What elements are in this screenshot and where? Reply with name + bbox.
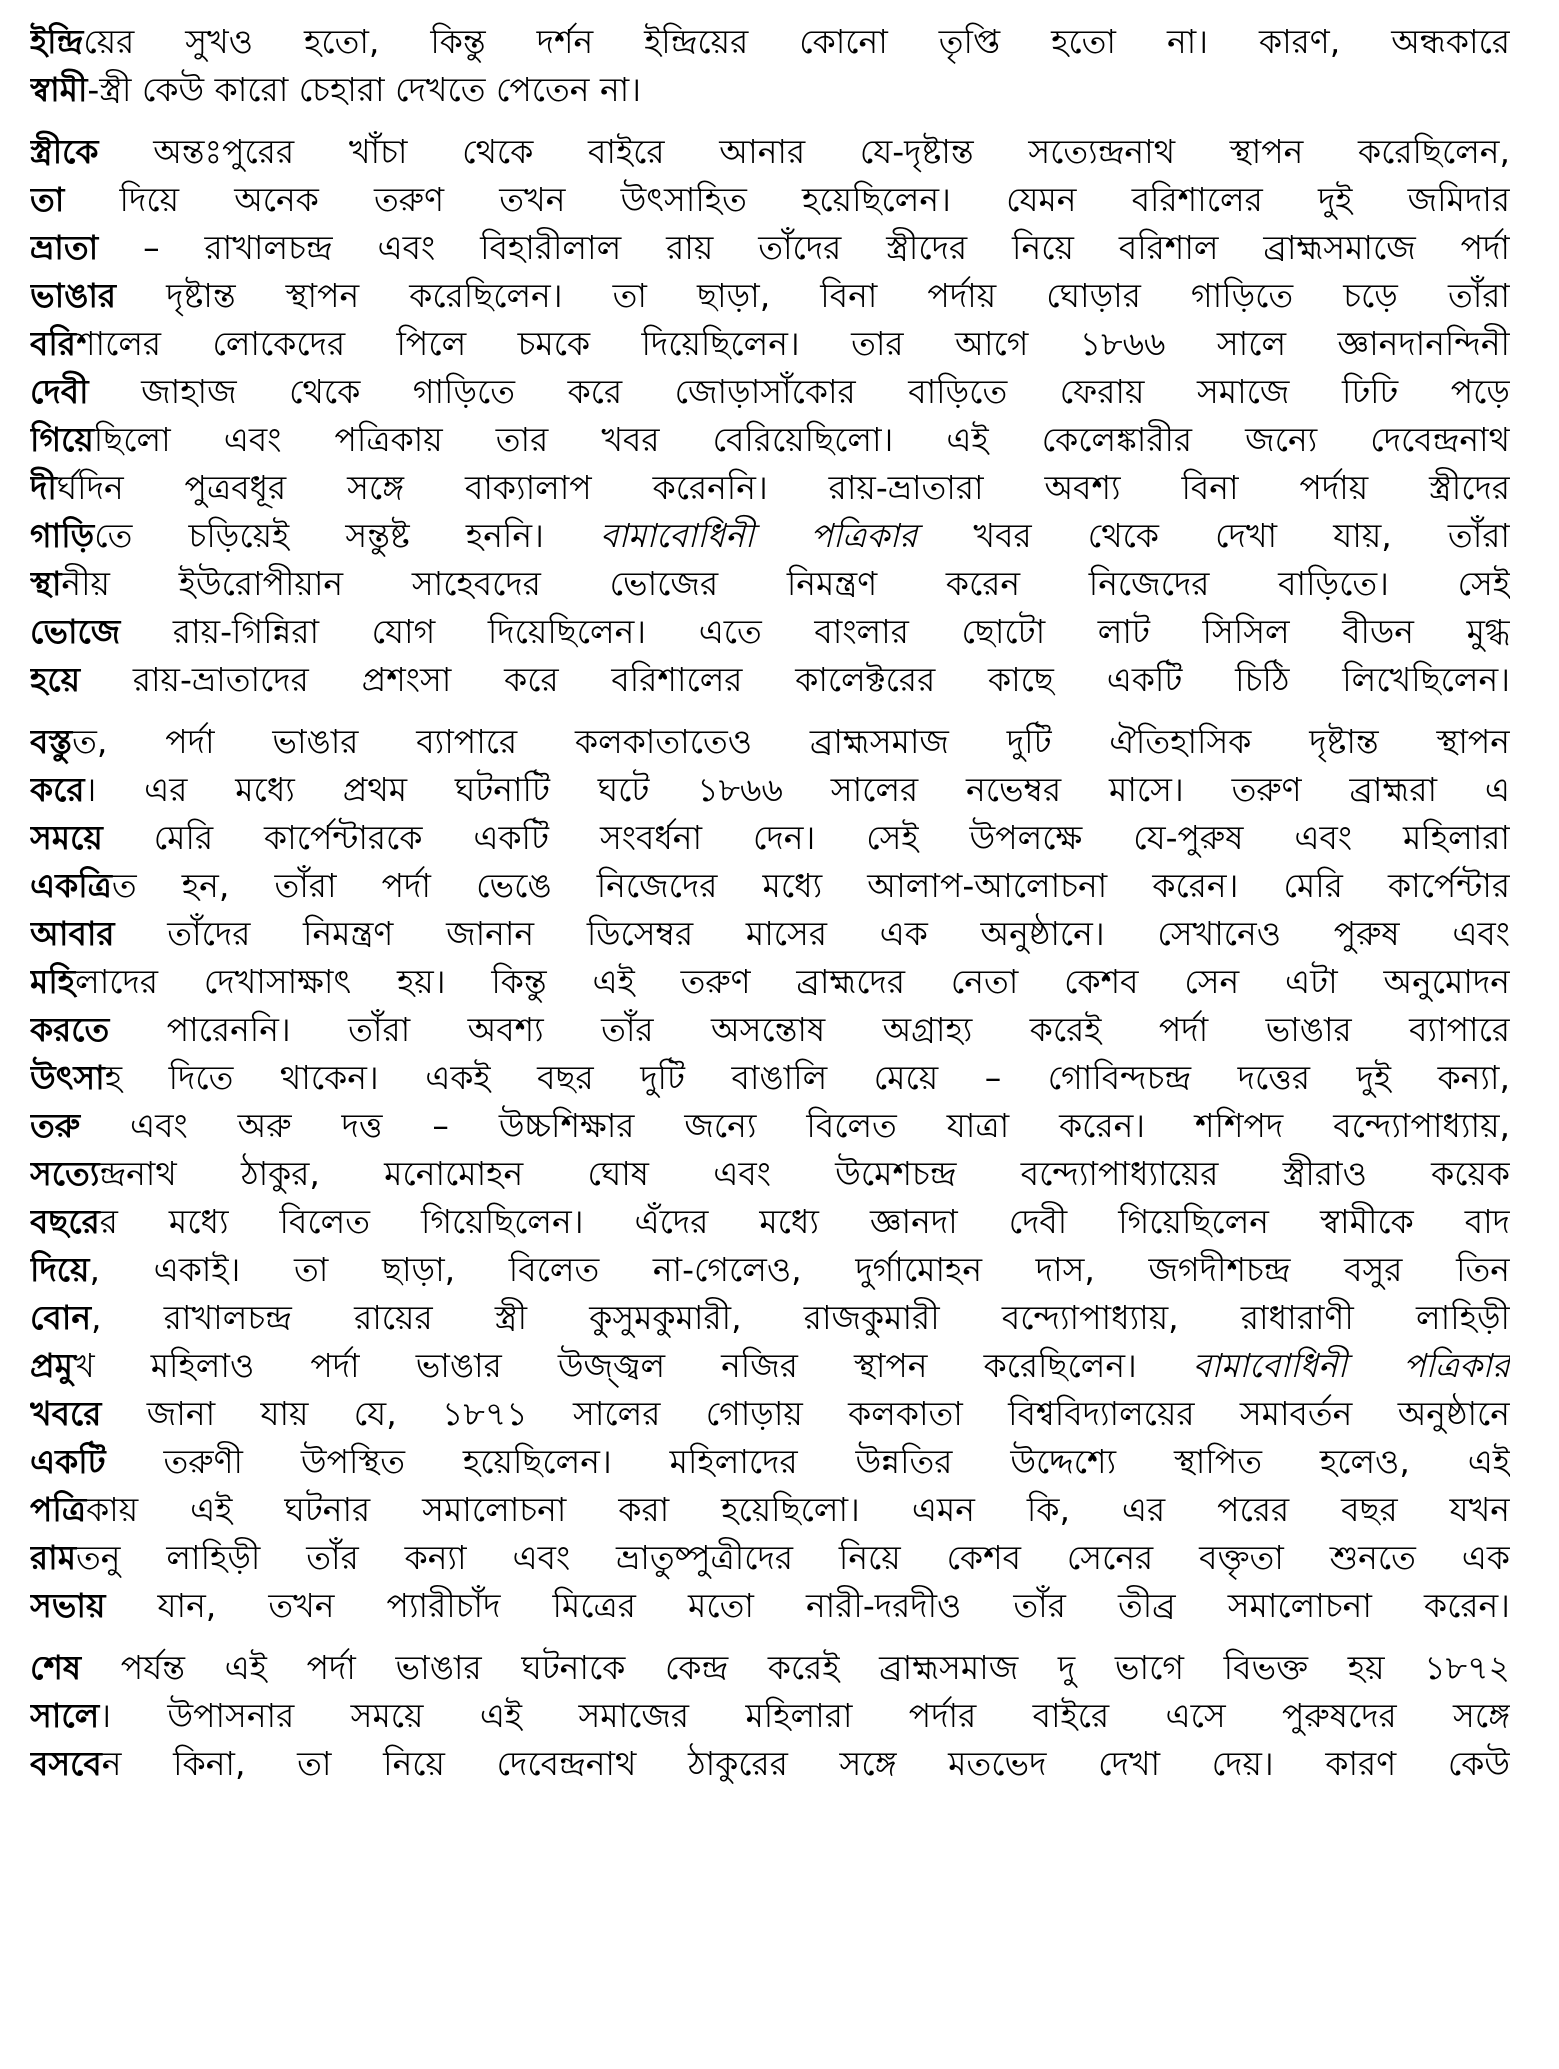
line-text: তে চড়িয়েই সন্তুষ্ট হননি। [94, 516, 601, 555]
line-text: কায় এই ঘটনার সমালোচনা করা হয়েছিলো। এমন কি, এর পরের বছর যখন [86, 1490, 1510, 1529]
line-text: র মধ্যে বিলেত গিয়েছিলেন। এঁদের মধ্যে জ্ঞানদা দেবী গিয়েছিলেন স্বামীকে বাদ [99, 1202, 1510, 1241]
line-text: লাদের দেখাসাক্ষাৎ হয়। কিন্তু এই তরুণ ব্রাহ্মদের নেতা কেশব সেন এটা অনুমোদন [75, 962, 1510, 1001]
line-text: য়ের সুখও হতো, কিন্তু দর্শন ইন্দ্রিয়ের কোনো তৃপ্তি হতো না। কারণ, অন্ধকারে [83, 22, 1510, 61]
line-text-tail: খবর থেকে দেখা যায়, তাঁরা [917, 516, 1510, 555]
line-text: , রাখালচন্দ্র রায়ের স্ত্রী কুসুমকুমারী, রাজকুমারী বন্দ্যোপাধ্যায়, রাধারাণী লাহিড়ী [91, 1298, 1510, 1337]
line-text: র্ঘদিন পুত্রবধূর সঙ্গে বাক্যালাপ করেননি। রায়-ভ্রাতারা অবশ্য বিনা পর্দায় স্ত্রীদের [56, 468, 1510, 507]
text-line [30, 176, 1510, 224]
text-line [30, 1054, 1510, 1102]
line-lead-text: ভ্রাতা [30, 228, 99, 267]
line-lead-text: তরু [30, 1106, 81, 1145]
line-lead-text: বস্তু [30, 722, 73, 761]
line-text: ত, পর্দা ভাঙার ব্যাপারে কলকাতাতেও ব্রাহ্মসমাজ দুটি ঐতিহাসিক দৃষ্টান্ত স্থাপন [72, 722, 1510, 761]
line-lead-text: হয়ে [30, 660, 81, 699]
text-line [30, 1342, 1510, 1390]
line-text: পর্যন্ত এই পর্দা ভাঙার ঘটনাকে কেন্দ্র করেই ব্রাহ্মসমাজ দু ভাগে বিভক্ত হয় ১৮৭২ [81, 1648, 1510, 1687]
paragraph [30, 1644, 1510, 1788]
paragraph [30, 128, 1510, 704]
line-lead-text: খবরে [30, 1394, 102, 1433]
text-line [30, 1150, 1510, 1198]
line-text: । এর মধ্যে প্রথম ঘটনাটি ঘটে ১৮৬৬ সালের নভেম্বর মাসে। তরুণ ব্রাহ্মরা এ [84, 770, 1510, 809]
line-lead-text: পত্রি [30, 1490, 87, 1529]
line-lead-text: একটি [30, 1442, 106, 1481]
line-lead-text: সালে [30, 1696, 100, 1735]
line-text: তাঁদের নিমন্ত্রণ জানান ডিসেম্বর মাসের এক অনুষ্ঠানে। সেখানেও পুরুষ এবং [114, 914, 1510, 953]
line-text: । উপাসনার সময়ে এই সমাজের মহিলারা পর্দার বাইরে এসে পুরুষদের সঙ্গে [99, 1696, 1510, 1735]
text-line [30, 560, 1510, 608]
text-line [30, 224, 1510, 272]
text-line [30, 766, 1510, 814]
text-line [30, 1534, 1510, 1582]
line-lead-text: আবার [30, 914, 115, 953]
line-lead-text: উৎসা [30, 1058, 105, 1097]
text-line [30, 718, 1510, 766]
line-text: যান, তখন প্যারীচাঁদ মিত্রের মতো নারী-দরদীও তাঁর তীব্র সমালোচনা করেন। [105, 1586, 1510, 1625]
text-line [30, 814, 1510, 862]
line-text: তরুণী উপস্থিত হয়েছিলেন। মহিলাদের উন্নতির উদ্দেশ্যে স্থাপিত হলেও, এই [105, 1442, 1510, 1481]
line-lead-text: বছরে [30, 1202, 100, 1241]
line-lead-text: স্ত্রীকে [30, 132, 99, 171]
line-lead-text: ভাঙার [30, 276, 117, 315]
line-text: অন্তঃপুরের খাঁচা থেকে বাইরে আনার যে-দৃষ্টান্ত সত্যেন্দ্রনাথ স্থাপন করেছিলেন, [98, 132, 1510, 171]
text-line [30, 958, 1510, 1006]
line-text: ত হন, তাঁরা পর্দা ভেঙে নিজেদের মধ্যে আলাপ-আলোচনা করেন। মেরি কার্পেন্টার [111, 866, 1510, 905]
line-text: শালের লোকেদের পিলে চমকে দিয়েছিলেন। তার আগে ১৮৬৬ সালে জ্ঞানদানন্দিনী [75, 324, 1510, 363]
line-lead-text: সময়ে [30, 818, 103, 857]
line-text: জাহাজ থেকে গাড়িতে করে জোড়াসাঁকোর বাড়িতে ফেরায় সমাজে ঢিঢি পড়ে [88, 372, 1510, 411]
line-text: -স্ত্রী কেউ কারো চেহারা দেখতে পেতেন না। [87, 70, 642, 109]
line-text: এবং অরু দত্ত – উচ্চশিক্ষার জন্যে বিলেত যাত্রা করেন। শশিপদ বন্দ্যোপাধ্যায়, [80, 1106, 1510, 1145]
line-text: পারেননি। তাঁরা অবশ্য তাঁর অসন্তোষ অগ্রাহ্য করেই পর্দা ভাঙার ব্যাপারে [109, 1010, 1510, 1049]
text-line [30, 1740, 1510, 1788]
line-text: ছিলো এবং পত্রিকায় তার খবর বেরিয়েছিলো। এই কেলেঙ্কারীর জন্যে দেবেন্দ্রনাথ [93, 420, 1510, 459]
line-text: মেরি কার্পেন্টারকে একটি সংবর্ধনা দেন। সেই উপলক্ষে যে-পুরুষ এবং মহিলারা [102, 818, 1510, 857]
text-line [30, 1438, 1510, 1486]
line-lead-text: শেষ [30, 1648, 82, 1687]
text-line [30, 368, 1510, 416]
text-line [30, 862, 1510, 910]
text-line [30, 608, 1510, 656]
text-line [30, 910, 1510, 958]
text-line [30, 464, 1510, 512]
line-text: খ মহিলাও পর্দা ভাঙার উজ্জ্বল নজির স্থাপন করেছিলেন। [72, 1346, 1193, 1385]
line-lead-text: ভোজে [30, 612, 121, 651]
line-lead-text: রাম [30, 1538, 77, 1577]
line-lead-text: তা [30, 180, 65, 219]
line-text: দৃষ্টান্ত স্থাপন করেছিলেন। তা ছাড়া, বিনা পর্দায় ঘোড়ার গাড়িতে চড়ে তাঁরা [116, 276, 1510, 315]
text-line [30, 66, 1510, 114]
line-lead-text: দেবী [30, 372, 89, 411]
line-text: – রাখালচন্দ্র এবং বিহারীলাল রায় তাঁদের স্ত্রীদের নিয়ে বরিশাল ব্রাহ্মসমাজে পর্দা [98, 228, 1510, 267]
line-lead-text: করে [30, 770, 85, 809]
text-line [30, 1294, 1510, 1342]
text-line [30, 416, 1510, 464]
line-text: হ দিতে থাকেন। একই বছর দুটি বাঙালি মেয়ে – গোবিন্দচন্দ্র দত্তের দুই কন্যা, [104, 1058, 1510, 1097]
line-text: রায়-ভ্রাতাদের প্রশংসা করে বরিশালের কালেক্টরের কাছে একটি চিঠি লিখেছিলেন। [80, 660, 1510, 699]
text-line [30, 656, 1510, 704]
line-lead-text: গাড়ি [30, 516, 95, 555]
line-lead-text: ইন্দ্রি [30, 22, 84, 61]
line-lead-text: সভায় [30, 1586, 106, 1625]
line-text: দিয়ে অনেক তরুণ তখন উৎসাহিত হয়েছিলেন। যেমন বরিশালের দুই জমিদার [64, 180, 1510, 219]
publication-title: বামাবোধিনী পত্রিকার [600, 516, 918, 555]
paragraph [30, 18, 1510, 114]
line-text: নীয় ইউরোপীয়ান সাহেবদের ভোজের নিমন্ত্রণ করেন নিজেদের বাড়িতে। সেই [61, 564, 1510, 603]
line-lead-text: স্বামী [30, 70, 88, 109]
line-text: ন কিনা, তা নিয়ে দেবেন্দ্রনাথ ঠাকুরের সঙ্গে মতভেদ দেখা দেয়। কারণ কেউ [101, 1744, 1510, 1783]
line-lead-text: দী [30, 468, 57, 507]
paragraph [30, 718, 1510, 1630]
text-line [30, 1198, 1510, 1246]
line-lead-text: করতে [30, 1010, 110, 1049]
line-text: ন্দ্রনাথ ঠাকুর, মনোমোহন ঘোষ এবং উমেশচন্দ্র বন্দ্যোপাধ্যায়ের স্ত্রীরাও কয়েক [99, 1154, 1510, 1193]
text-line [30, 18, 1510, 66]
line-lead-text: একত্রি [30, 866, 112, 905]
text-line [30, 512, 1510, 560]
text-line [30, 1692, 1510, 1740]
line-lead-text: স্থা [30, 564, 62, 603]
text-line [30, 272, 1510, 320]
publication-title: বামাবোধিনী পত্রিকার [1192, 1346, 1510, 1385]
line-text: , একাই। তা ছাড়া, বিলেত না-গেলেও, দুর্গামোহন দাস, জগদীশচন্দ্র বসুর তিন [89, 1250, 1510, 1289]
line-lead-text: মহি [30, 962, 76, 1001]
text-line [30, 1582, 1510, 1630]
text-line [30, 1102, 1510, 1150]
line-lead-text: সত্যে [30, 1154, 100, 1193]
text-line [30, 1486, 1510, 1534]
line-lead-text: বোন [30, 1298, 92, 1337]
line-text: জানা যায় যে, ১৮৭১ সালের গোড়ায় কলকাতা বিশ্ববিদ্যালয়ের সমাবর্তন অনুষ্ঠানে [101, 1394, 1510, 1433]
text-line [30, 1644, 1510, 1692]
line-lead-text: বরি [30, 324, 76, 363]
line-lead-text: বসবে [30, 1744, 102, 1783]
line-text: রায়-গিন্নিরা যোগ দিয়েছিলেন। এতে বাংলার ছোটো লাট সিসিল বীডন মুগ্ধ [120, 612, 1510, 651]
text-line [30, 1006, 1510, 1054]
text-line [30, 128, 1510, 176]
text-line [30, 1390, 1510, 1438]
line-lead-text: দিয়ে [30, 1250, 90, 1289]
text-line [30, 320, 1510, 368]
text-line [30, 1246, 1510, 1294]
line-text: তনু লাহিড়ী তাঁর কন্যা এবং ভ্রাতুষ্পুত্রীদের নিয়ে কেশব সেনের বক্তৃতা শুনতে এক [76, 1538, 1510, 1577]
line-lead-text: প্রমু [30, 1346, 73, 1385]
line-lead-text: গিয়ে [30, 420, 94, 459]
